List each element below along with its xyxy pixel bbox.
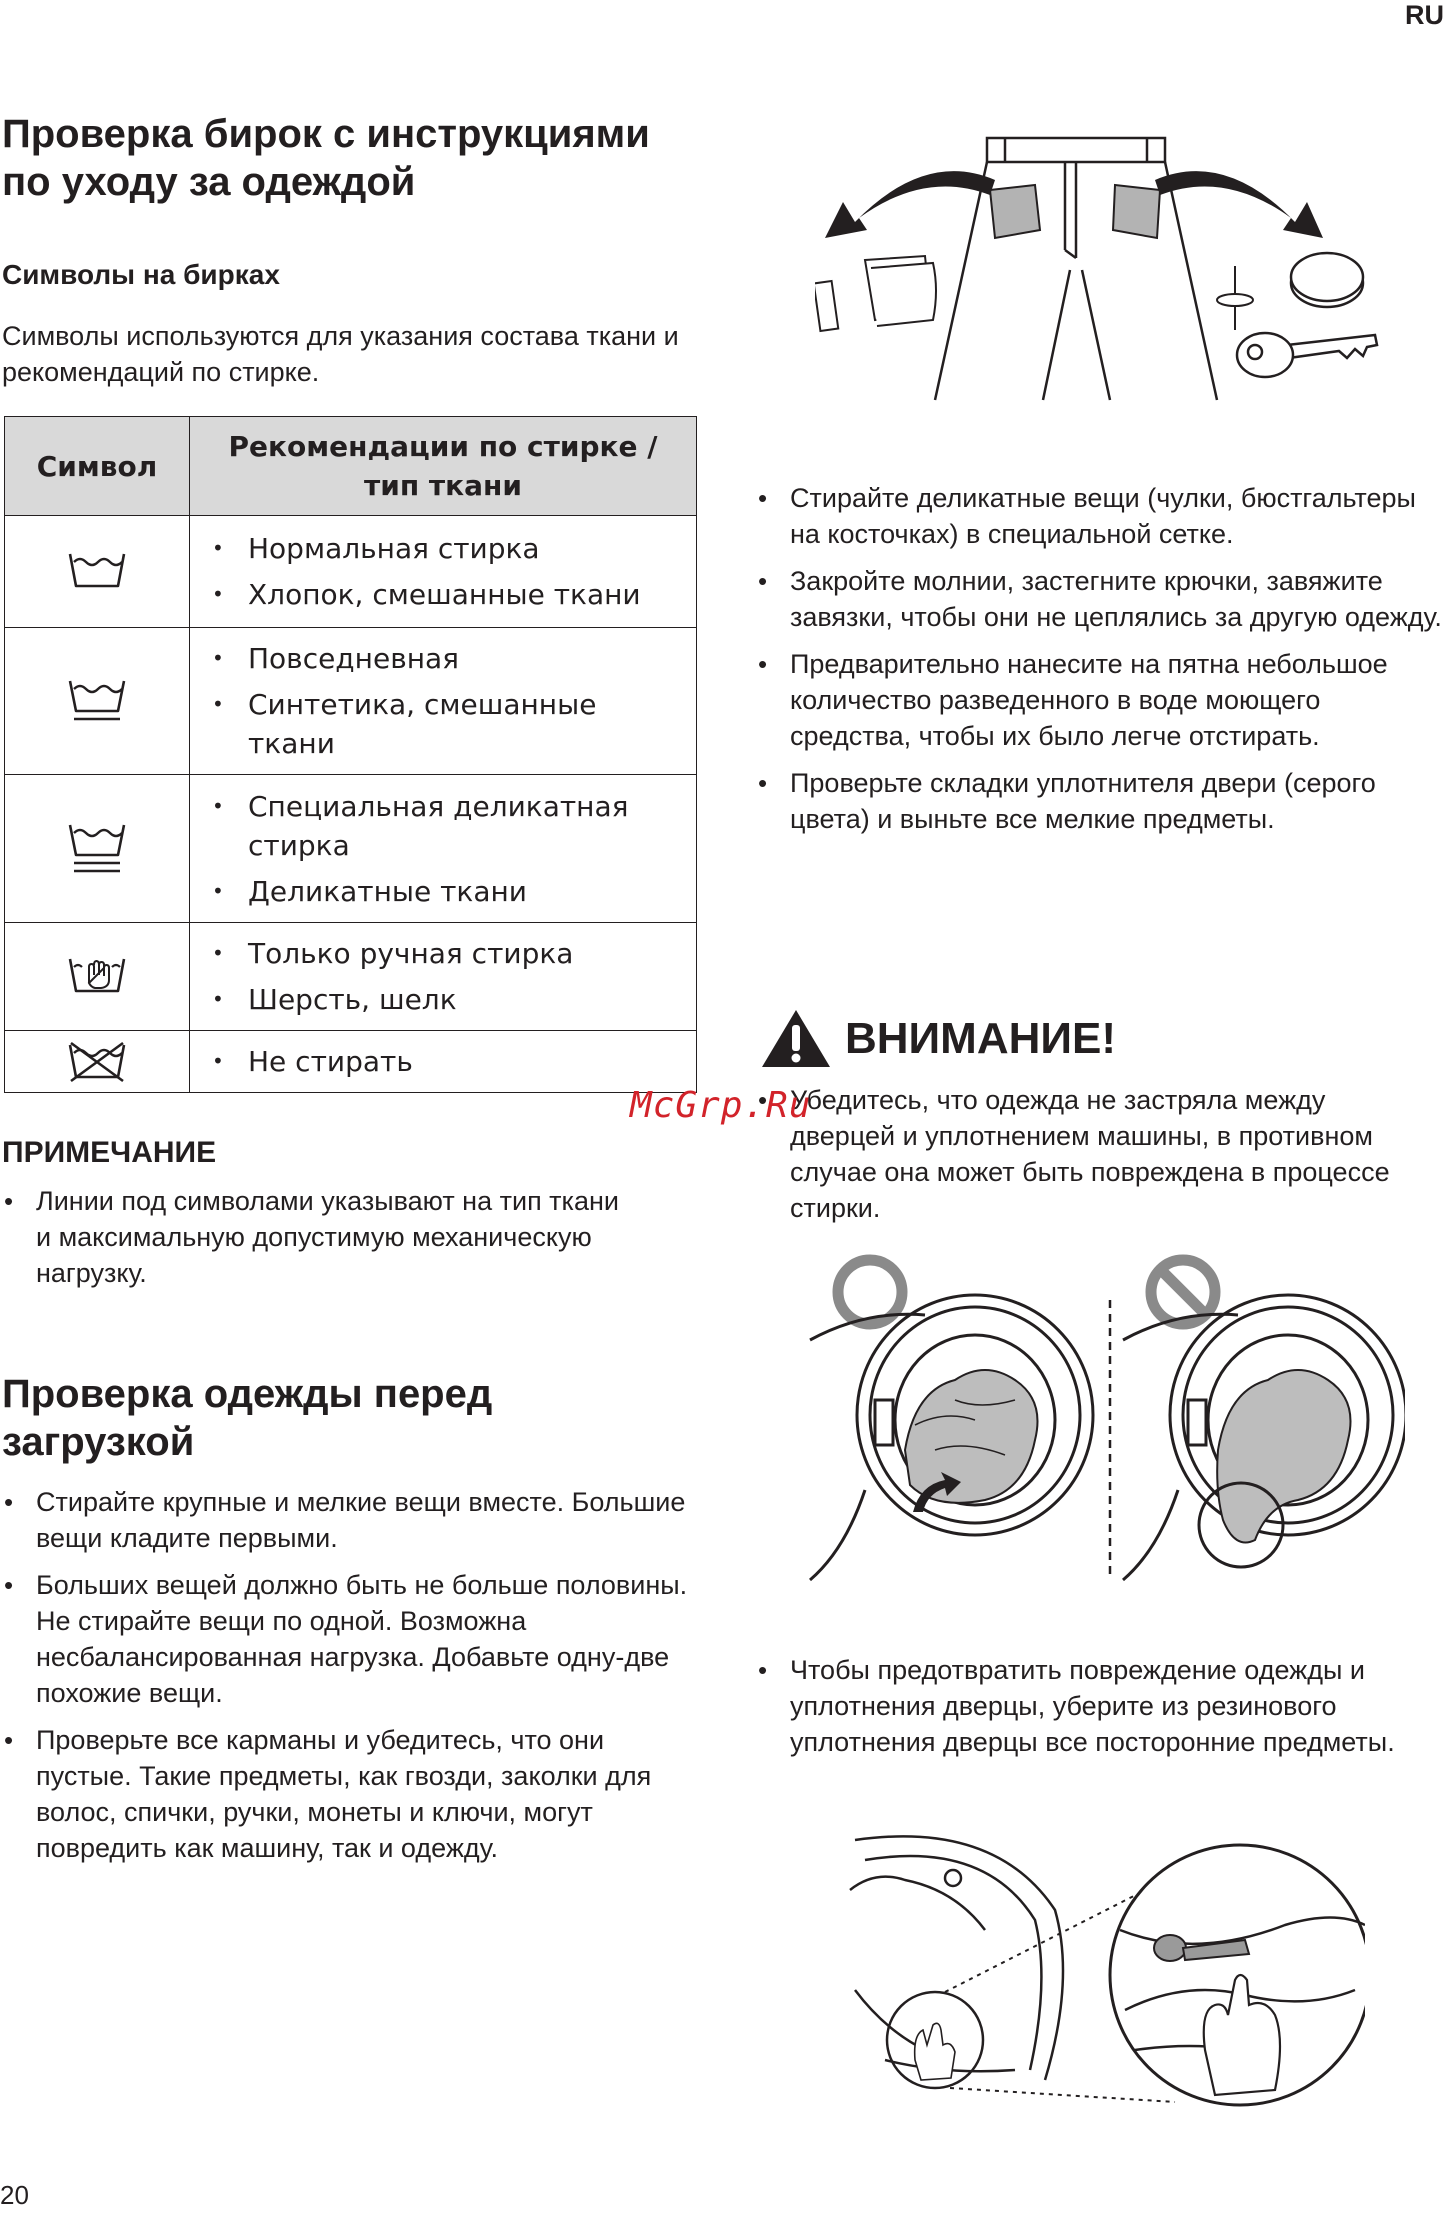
list-item: • Проверьте все карманы и убедитесь, что они пустые. Такие предметы, как гвозди, заколки для волос, спички, ручки, монеты и ключи, могут повредить как машину, так и одежду. bbox=[2, 1722, 702, 1866]
warning-title: ВНИМАНИЕ! bbox=[845, 1014, 1117, 1063]
recommendation-cell bbox=[190, 923, 697, 1031]
watermark: McGrp.Ru bbox=[630, 1085, 812, 1126]
list-item: • Специальная деликатная стирка bbox=[208, 787, 682, 865]
note-list bbox=[2, 1183, 622, 1302]
list-item: • Больших вещей должно быть не больше половины. Не стирайте вещи по одной. Возможна несбалансированная нагрузка. Добавьте одну-две похожие вещи. bbox=[2, 1567, 702, 1711]
list-item: • Проверьте складки уплотнителя двери (серого цвета) и выньте все мелкие предметы. bbox=[756, 765, 1446, 837]
table-row bbox=[5, 923, 697, 1031]
wash-tub-two-bars-icon bbox=[67, 821, 127, 877]
section-title-care-labels: Проверка бирок с инструкциями по уходу за одеждой bbox=[2, 112, 650, 204]
list-item: • Чтобы предотвратить повреждение одежды и уплотнения дверцы, уберите из резинового уплотнения дверцы все посторонние предметы. bbox=[756, 1652, 1450, 1760]
symbols-subtitle: Символы на бирках bbox=[2, 259, 280, 290]
recommendation-cell bbox=[190, 516, 697, 628]
list-item: • Повседневная bbox=[208, 639, 682, 678]
laundry-stuck bbox=[1217, 1370, 1350, 1543]
symbol-cell bbox=[5, 628, 190, 775]
symbols-intro: Символы используются для указания состава ткани и рекомендаций по стирке. bbox=[2, 321, 679, 387]
wash-tub-icon bbox=[67, 550, 127, 594]
recommendation-column-header: Рекомендации по стирке / тип ткани bbox=[190, 417, 697, 516]
recommendation-cell bbox=[190, 1031, 697, 1093]
recommendation-cell bbox=[190, 775, 697, 923]
note-title: ПРИМЕЧАНИЕ bbox=[2, 1136, 217, 1169]
check-clothes-list bbox=[2, 1484, 702, 1877]
list-item: • Деликатные ткани bbox=[208, 872, 682, 911]
language-label: RU bbox=[1405, 0, 1444, 30]
gasket-cleaning-illustration bbox=[845, 1830, 1365, 2110]
list-item: • Стирайте деликатные вещи (чулки, бюстгальтеры на косточках) в специальной сетке. bbox=[756, 480, 1446, 552]
list-item: • Предварительно нанесите на пятна небольшое количество разведенного в воде моющего средства, чтобы их было легче отстирать. bbox=[756, 646, 1446, 754]
left-pocket bbox=[990, 185, 1040, 238]
list-item: • Нормальная стирка bbox=[208, 529, 682, 568]
list-item: • Линии под символами указывают на тип ткани и максимальную допустимую механическую нагрузку. bbox=[2, 1183, 622, 1291]
symbol-cell bbox=[5, 516, 190, 628]
gasket-list bbox=[756, 1652, 1450, 1771]
care-symbols-table bbox=[4, 416, 697, 1093]
empty-pockets-illustration bbox=[815, 130, 1385, 405]
door-gasket-illustration bbox=[805, 1250, 1405, 1590]
preparation-list bbox=[756, 480, 1446, 848]
hand-small-icon bbox=[915, 2023, 955, 2080]
matches-icon bbox=[815, 281, 838, 331]
symbol-column-header: Символ bbox=[5, 417, 190, 516]
list-item: • Только ручная стирка bbox=[208, 934, 682, 973]
coin-icon bbox=[1291, 253, 1363, 307]
list-item: • Синтетика, смешанные ткани bbox=[208, 685, 682, 763]
list-item: • Шерсть, шелк bbox=[208, 980, 682, 1019]
right-pocket bbox=[1113, 185, 1160, 238]
arrow-left-icon bbox=[825, 171, 995, 238]
table-row bbox=[5, 628, 697, 775]
key-icon bbox=[1237, 333, 1377, 377]
washer-drum bbox=[850, 1836, 1063, 2080]
table-row bbox=[5, 516, 697, 628]
table-row bbox=[5, 1031, 697, 1093]
symbol-cell bbox=[5, 1031, 190, 1093]
symbol-cell bbox=[5, 775, 190, 923]
page-number: 20 bbox=[0, 2180, 29, 2210]
hand-wash-icon bbox=[67, 953, 127, 1001]
symbol-cell bbox=[5, 923, 190, 1031]
warning-list bbox=[756, 1082, 1406, 1237]
list-item: • Стирайте крупные и мелкие вещи вместе. Большие вещи кладите первыми. bbox=[2, 1484, 702, 1556]
section-title-check-clothes: Проверка одежды перед загрузкой bbox=[2, 1372, 493, 1464]
list-item: • Закройте молнии, застегните крючки, завяжите завязки, чтобы они не цеплялись за другую одежду. bbox=[756, 563, 1446, 635]
warning-triangle-icon bbox=[760, 1007, 832, 1069]
recommendation-cell bbox=[190, 628, 697, 775]
list-item: • Не стирать bbox=[208, 1042, 682, 1081]
wash-tub-one-bar-icon bbox=[67, 677, 127, 725]
table-header-row bbox=[5, 417, 697, 516]
do-not-wash-icon bbox=[67, 1041, 127, 1083]
laundry-inside bbox=[905, 1370, 1038, 1503]
tissue-icon bbox=[865, 256, 936, 326]
list-item: • Хлопок, смешанные ткани bbox=[208, 575, 682, 614]
pin-icon bbox=[1217, 266, 1253, 330]
table-row bbox=[5, 775, 697, 923]
list-item: • Убедитесь, что одежда не застряла между дверцей и уплотнением машины, в противном случае она может быть повреждена в процессе стирки. bbox=[756, 1082, 1406, 1226]
